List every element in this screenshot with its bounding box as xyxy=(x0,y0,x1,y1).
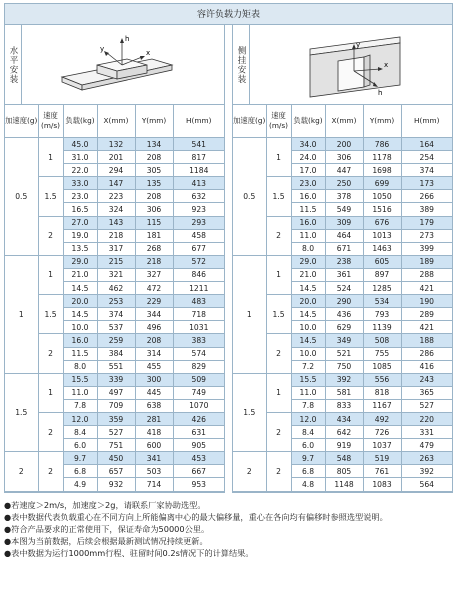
value-cell: 306 xyxy=(325,151,363,164)
value-cell: 14.5 xyxy=(63,308,97,321)
table-row xyxy=(233,138,452,151)
speed-cell: 1.5 xyxy=(266,295,291,334)
table-row xyxy=(233,334,452,347)
value-cell: 1178 xyxy=(363,151,401,164)
table-horizontal xyxy=(5,105,224,492)
acceleration-cell: 1.5 xyxy=(5,373,38,452)
value-cell: 147 xyxy=(97,177,135,190)
value-cell: 1013 xyxy=(363,229,401,242)
value-cell: 541 xyxy=(173,138,224,151)
value-cell: 15.5 xyxy=(291,373,325,386)
value-cell: 309 xyxy=(325,216,363,229)
value-cell: 14.5 xyxy=(291,308,325,321)
table-row xyxy=(5,255,224,268)
value-cell: 638 xyxy=(135,399,173,412)
acceleration-cell: 1.5 xyxy=(233,373,266,452)
diagram-side xyxy=(233,25,452,105)
column-header: 加速度(g) xyxy=(233,105,266,138)
column-header: 速度(m/s) xyxy=(266,105,291,138)
value-cell: 751 xyxy=(97,439,135,452)
note-item: ●表中数据代表负载重心在不同方向上所能偏离中心的最大偏移量，重心在各向均有偏移时参照选型说明。 xyxy=(4,511,388,522)
value-cell: 1083 xyxy=(363,478,401,491)
value-cell: 10.0 xyxy=(291,347,325,360)
table-row xyxy=(5,334,224,347)
value-cell: 897 xyxy=(363,268,401,281)
value-cell: 238 xyxy=(325,255,363,268)
value-cell: 24.0 xyxy=(291,151,325,164)
side-mount-diagram xyxy=(250,25,454,104)
value-cell: 818 xyxy=(363,386,401,399)
value-cell: 631 xyxy=(173,426,224,439)
table-row xyxy=(5,216,224,229)
value-cell: 750 xyxy=(325,360,363,373)
value-cell: 20.0 xyxy=(291,295,325,308)
column-header: 负载(kg) xyxy=(291,105,325,138)
value-cell: 492 xyxy=(363,412,401,425)
table-row xyxy=(5,177,224,190)
value-cell: 29.0 xyxy=(291,255,325,268)
value-cell: 23.0 xyxy=(63,190,97,203)
value-cell: 556 xyxy=(363,373,401,386)
value-cell: 462 xyxy=(97,282,135,295)
value-cell: 8.0 xyxy=(291,242,325,255)
value-cell: 143 xyxy=(97,216,135,229)
value-cell: 45.0 xyxy=(63,138,97,151)
value-cell: 509 xyxy=(173,373,224,386)
value-cell: 19.0 xyxy=(63,229,97,242)
value-cell: 23.0 xyxy=(291,177,325,190)
value-cell: 755 xyxy=(363,347,401,360)
value-cell: 761 xyxy=(363,465,401,478)
value-cell: 445 xyxy=(135,386,173,399)
value-cell: 472 xyxy=(135,282,173,295)
value-cell: 416 xyxy=(401,360,452,373)
mount-label-side: 侧挂安装 xyxy=(233,25,250,104)
acceleration-cell: 0.5 xyxy=(5,138,38,256)
value-cell: 200 xyxy=(325,138,363,151)
value-cell: 132 xyxy=(97,138,135,151)
table-row xyxy=(5,452,224,465)
value-cell: 8.4 xyxy=(63,426,97,439)
value-cell: 21.0 xyxy=(63,268,97,281)
column-header: 速度(m/s) xyxy=(38,105,63,138)
value-cell: 134 xyxy=(135,138,173,151)
value-cell: 10.0 xyxy=(291,321,325,334)
value-cell: 34.0 xyxy=(291,138,325,151)
value-cell: 421 xyxy=(401,321,452,334)
column-header: X(mm) xyxy=(97,105,135,138)
speed-cell: 1.5 xyxy=(38,177,63,216)
table-row xyxy=(5,373,224,386)
acceleration-cell: 1 xyxy=(233,255,266,373)
value-cell: 179 xyxy=(401,216,452,229)
value-cell: 6.8 xyxy=(291,465,325,478)
value-cell: 6.8 xyxy=(63,465,97,478)
value-cell: 714 xyxy=(135,478,173,491)
value-cell: 1184 xyxy=(173,164,224,177)
value-cell: 268 xyxy=(135,242,173,255)
value-cell: 188 xyxy=(401,334,452,347)
value-cell: 564 xyxy=(401,478,452,491)
speed-cell: 1.5 xyxy=(38,295,63,334)
acceleration-cell: 2 xyxy=(233,452,266,491)
value-cell: 254 xyxy=(401,151,452,164)
value-cell: 173 xyxy=(401,177,452,190)
value-cell: 548 xyxy=(325,452,363,465)
value-cell: 483 xyxy=(173,295,224,308)
value-cell: 208 xyxy=(135,334,173,347)
value-cell: 905 xyxy=(173,439,224,452)
value-cell: 14.5 xyxy=(63,282,97,295)
value-cell: 8.4 xyxy=(291,426,325,439)
value-cell: 953 xyxy=(173,478,224,491)
value-cell: 551 xyxy=(97,360,135,373)
value-cell: 726 xyxy=(363,426,401,439)
speed-cell: 2 xyxy=(38,412,63,451)
value-cell: 365 xyxy=(401,386,452,399)
value-cell: 572 xyxy=(173,255,224,268)
speed-cell: 1 xyxy=(38,373,63,412)
mount-label-horizontal: 水平安装 xyxy=(5,25,22,104)
value-cell: 786 xyxy=(363,138,401,151)
value-cell: 27.0 xyxy=(63,216,97,229)
column-header: H(mm) xyxy=(173,105,224,138)
value-cell: 436 xyxy=(325,308,363,321)
value-cell: 243 xyxy=(401,373,452,386)
value-cell: 16.5 xyxy=(63,203,97,216)
horizontal-mount-diagram xyxy=(22,25,226,104)
value-cell: 305 xyxy=(135,164,173,177)
value-cell: 16.0 xyxy=(291,216,325,229)
value-cell: 392 xyxy=(325,373,363,386)
value-cell: 805 xyxy=(325,465,363,478)
note-item: ●符合产品要求的正常使用下，保证寿命为50000公里。 xyxy=(4,523,210,534)
value-cell: 1050 xyxy=(363,190,401,203)
value-cell: 632 xyxy=(173,190,224,203)
value-cell: 9.7 xyxy=(63,452,97,465)
column-header: Y(mm) xyxy=(135,105,173,138)
speed-cell: 2 xyxy=(38,216,63,255)
table-row xyxy=(5,138,224,151)
speed-cell: 1.5 xyxy=(266,177,291,216)
value-cell: 21.0 xyxy=(291,268,325,281)
value-cell: 418 xyxy=(135,426,173,439)
speed-cell: 2 xyxy=(38,334,63,373)
value-cell: 8.0 xyxy=(63,360,97,373)
value-cell: 1031 xyxy=(173,321,224,334)
value-cell: 13.5 xyxy=(63,242,97,255)
value-cell: 11.5 xyxy=(63,347,97,360)
value-cell: 11.0 xyxy=(291,229,325,242)
acceleration-cell: 1 xyxy=(5,255,38,373)
value-cell: 718 xyxy=(173,308,224,321)
value-cell: 4.8 xyxy=(291,478,325,491)
table-row xyxy=(233,177,452,190)
table-side xyxy=(233,105,452,492)
value-cell: 115 xyxy=(135,216,173,229)
value-cell: 709 xyxy=(97,399,135,412)
value-cell: 361 xyxy=(325,268,363,281)
value-cell: 10.0 xyxy=(63,321,97,334)
value-cell: 671 xyxy=(325,242,363,255)
table-row xyxy=(233,216,452,229)
value-cell: 519 xyxy=(363,452,401,465)
note-item: ●若速度＞2m/s，加速度＞2g，请联系厂家协助选型。 xyxy=(4,499,206,510)
value-cell: 413 xyxy=(173,177,224,190)
acceleration-cell: 2 xyxy=(5,452,38,491)
table-row xyxy=(233,295,452,308)
value-cell: 20.0 xyxy=(63,295,97,308)
value-cell: 1167 xyxy=(363,399,401,412)
value-cell: 317 xyxy=(97,242,135,255)
value-cell: 290 xyxy=(325,295,363,308)
value-cell: 181 xyxy=(135,229,173,242)
value-cell: 574 xyxy=(173,347,224,360)
value-cell: 273 xyxy=(401,229,452,242)
value-cell: 218 xyxy=(135,255,173,268)
value-cell: 321 xyxy=(97,268,135,281)
value-cell: 12.0 xyxy=(63,412,97,425)
value-cell: 479 xyxy=(401,439,452,452)
value-cell: 349 xyxy=(325,334,363,347)
value-cell: 7.8 xyxy=(63,399,97,412)
value-cell: 218 xyxy=(97,229,135,242)
value-cell: 503 xyxy=(135,465,173,478)
value-cell: 11.0 xyxy=(63,386,97,399)
value-cell: 426 xyxy=(173,412,224,425)
speed-cell: 2 xyxy=(266,412,291,451)
axis-h-label-side: h xyxy=(378,89,383,97)
note-item: ●表中数据为运行1000mm行程、驻留时间0.2s情况下的计算结果。 xyxy=(4,548,254,559)
value-cell: 220 xyxy=(401,412,452,425)
value-cell: 793 xyxy=(363,308,401,321)
value-cell: 605 xyxy=(363,255,401,268)
value-cell: 434 xyxy=(325,412,363,425)
value-cell: 16.0 xyxy=(291,190,325,203)
speed-cell: 2 xyxy=(266,334,291,373)
speed-cell: 1 xyxy=(266,138,291,177)
value-cell: 1085 xyxy=(363,360,401,373)
value-cell: 327 xyxy=(135,268,173,281)
table-row xyxy=(233,255,452,268)
value-cell: 293 xyxy=(173,216,224,229)
axis-x-label: x xyxy=(146,49,151,57)
value-cell: 1037 xyxy=(363,439,401,452)
axis-y-label: y xyxy=(100,45,105,53)
value-cell: 374 xyxy=(97,308,135,321)
speed-cell: 1 xyxy=(38,138,63,177)
value-cell: 29.0 xyxy=(63,255,97,268)
value-cell: 749 xyxy=(173,386,224,399)
value-cell: 521 xyxy=(325,347,363,360)
value-cell: 1211 xyxy=(173,282,224,295)
value-cell: 846 xyxy=(173,268,224,281)
value-cell: 384 xyxy=(97,347,135,360)
value-cell: 537 xyxy=(97,321,135,334)
value-cell: 527 xyxy=(401,399,452,412)
value-cell: 324 xyxy=(97,203,135,216)
value-cell: 447 xyxy=(325,164,363,177)
value-cell: 33.0 xyxy=(63,177,97,190)
value-cell: 190 xyxy=(401,295,452,308)
value-cell: 289 xyxy=(401,308,452,321)
column-header: Y(mm) xyxy=(363,105,401,138)
value-cell: 581 xyxy=(325,386,363,399)
value-cell: 1148 xyxy=(325,478,363,491)
speed-cell: 2 xyxy=(38,452,63,491)
value-cell: 1698 xyxy=(363,164,401,177)
value-cell: 266 xyxy=(401,190,452,203)
value-cell: 16.0 xyxy=(63,334,97,347)
value-cell: 699 xyxy=(363,177,401,190)
value-cell: 11.5 xyxy=(291,203,325,216)
value-cell: 657 xyxy=(97,465,135,478)
value-cell: 135 xyxy=(135,177,173,190)
column-header: 加速度(g) xyxy=(5,105,38,138)
value-cell: 263 xyxy=(401,452,452,465)
table-row xyxy=(5,412,224,425)
value-cell: 458 xyxy=(173,229,224,242)
value-cell: 378 xyxy=(325,190,363,203)
value-cell: 464 xyxy=(325,229,363,242)
value-cell: 833 xyxy=(325,399,363,412)
value-cell: 11.0 xyxy=(291,386,325,399)
value-cell: 455 xyxy=(135,360,173,373)
value-cell: 642 xyxy=(325,426,363,439)
value-cell: 496 xyxy=(135,321,173,334)
value-cell: 331 xyxy=(401,426,452,439)
axis-y-label-side: y xyxy=(356,41,361,49)
axis-x-label-side: x xyxy=(384,61,389,69)
value-cell: 1516 xyxy=(363,203,401,216)
value-cell: 208 xyxy=(135,190,173,203)
table-title: 容许负载力矩表 xyxy=(4,3,453,25)
column-header: X(mm) xyxy=(325,105,363,138)
value-cell: 389 xyxy=(401,203,452,216)
value-cell: 250 xyxy=(325,177,363,190)
value-cell: 314 xyxy=(135,347,173,360)
value-cell: 259 xyxy=(97,334,135,347)
value-cell: 164 xyxy=(401,138,452,151)
value-cell: 341 xyxy=(135,452,173,465)
value-cell: 676 xyxy=(363,216,401,229)
value-cell: 1070 xyxy=(173,399,224,412)
value-cell: 534 xyxy=(363,295,401,308)
value-cell: 932 xyxy=(97,478,135,491)
value-cell: 208 xyxy=(135,151,173,164)
acceleration-cell: 0.5 xyxy=(233,138,266,256)
value-cell: 9.7 xyxy=(291,452,325,465)
table-row xyxy=(5,295,224,308)
value-cell: 450 xyxy=(97,452,135,465)
value-cell: 300 xyxy=(135,373,173,386)
value-cell: 359 xyxy=(97,412,135,425)
value-cell: 629 xyxy=(325,321,363,334)
speed-cell: 2 xyxy=(266,452,291,491)
value-cell: 508 xyxy=(363,334,401,347)
value-cell: 923 xyxy=(173,203,224,216)
value-cell: 286 xyxy=(401,347,452,360)
notes xyxy=(4,499,453,560)
value-cell: 306 xyxy=(135,203,173,216)
value-cell: 12.0 xyxy=(291,412,325,425)
value-cell: 6.0 xyxy=(63,439,97,452)
value-cell: 817 xyxy=(173,151,224,164)
value-cell: 223 xyxy=(97,190,135,203)
value-cell: 7.2 xyxy=(291,360,325,373)
value-cell: 15.5 xyxy=(63,373,97,386)
value-cell: 421 xyxy=(401,282,452,295)
value-cell: 253 xyxy=(97,295,135,308)
diagram-horizontal xyxy=(5,25,224,105)
value-cell: 453 xyxy=(173,452,224,465)
column-header: 负载(kg) xyxy=(63,105,97,138)
value-cell: 600 xyxy=(135,439,173,452)
speed-cell: 2 xyxy=(266,216,291,255)
value-cell: 527 xyxy=(97,426,135,439)
value-cell: 344 xyxy=(135,308,173,321)
value-cell: 339 xyxy=(97,373,135,386)
value-cell: 6.0 xyxy=(291,439,325,452)
speed-cell: 1 xyxy=(38,255,63,294)
value-cell: 374 xyxy=(401,164,452,177)
value-cell: 919 xyxy=(325,439,363,452)
value-cell: 829 xyxy=(173,360,224,373)
value-cell: 189 xyxy=(401,255,452,268)
table-row xyxy=(233,373,452,386)
value-cell: 14.5 xyxy=(291,334,325,347)
speed-cell: 1 xyxy=(266,255,291,294)
axis-h-label: h xyxy=(125,35,130,43)
value-cell: 1139 xyxy=(363,321,401,334)
value-cell: 22.0 xyxy=(63,164,97,177)
column-header: H(mm) xyxy=(401,105,452,138)
value-cell: 497 xyxy=(97,386,135,399)
value-cell: 14.5 xyxy=(291,282,325,295)
value-cell: 392 xyxy=(401,465,452,478)
value-cell: 4.9 xyxy=(63,478,97,491)
value-cell: 281 xyxy=(135,412,173,425)
value-cell: 294 xyxy=(97,164,135,177)
value-cell: 215 xyxy=(97,255,135,268)
value-cell: 549 xyxy=(325,203,363,216)
panel-horizontal xyxy=(4,25,225,493)
value-cell: 667 xyxy=(173,465,224,478)
speed-cell: 1 xyxy=(266,373,291,412)
value-cell: 31.0 xyxy=(63,151,97,164)
value-cell: 7.8 xyxy=(291,399,325,412)
value-cell: 677 xyxy=(173,242,224,255)
table-row xyxy=(233,412,452,425)
value-cell: 1285 xyxy=(363,282,401,295)
value-cell: 1463 xyxy=(363,242,401,255)
value-cell: 17.0 xyxy=(291,164,325,177)
note-item: ●本图为当前数据，后续会根据最新测试情况持续更新。 xyxy=(4,536,208,547)
value-cell: 383 xyxy=(173,334,224,347)
value-cell: 524 xyxy=(325,282,363,295)
panel-side xyxy=(232,25,453,493)
value-cell: 288 xyxy=(401,268,452,281)
value-cell: 229 xyxy=(135,295,173,308)
table-row xyxy=(233,452,452,465)
value-cell: 399 xyxy=(401,242,452,255)
value-cell: 201 xyxy=(97,151,135,164)
